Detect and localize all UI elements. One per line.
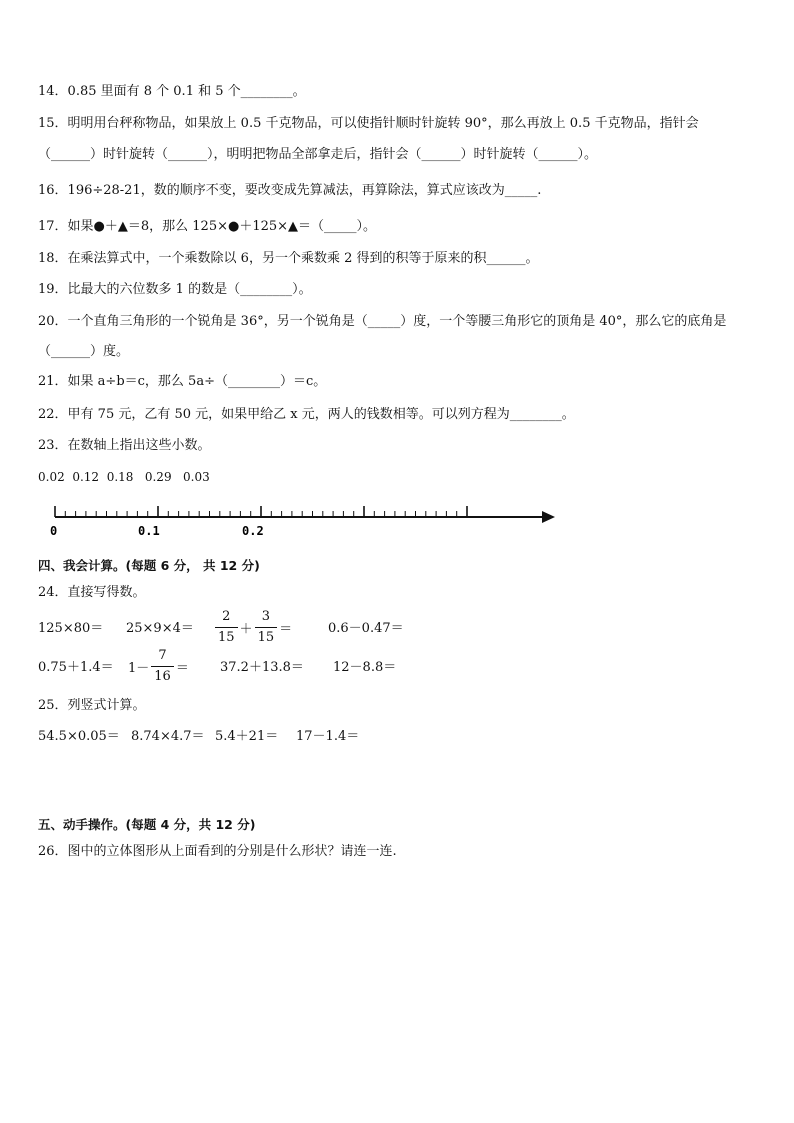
question-20-line2: （______）度。: [38, 344, 130, 359]
denominator: 15: [257, 630, 275, 645]
denominator: 15: [218, 630, 235, 645]
numerator: 2: [215, 607, 238, 628]
calc-125x80: 125×80＝: [38, 621, 104, 636]
question-23-numbers: 0.02 0.12 0.18 0.29 0.03: [38, 470, 210, 484]
question-25: 25．列竖式计算。: [38, 698, 146, 713]
calc-25x9x4: 25×9×4＝: [126, 621, 194, 636]
question-22: 22．甲有 75 元，乙有 50 元，如果甲给乙 x 元，两人的钱数相等。可以列方程为________。: [38, 407, 575, 422]
calc-fraction-sum: [213, 607, 292, 648]
question-15-line2: （______）时针旋转（______），明明把物品全部拿走后，指针会（______）时针旋转（______）。: [38, 147, 598, 162]
calc-1-minus-fraction: [128, 646, 189, 687]
fraction-3-15: [255, 607, 278, 648]
calc-8.74x4.7: 8.74×4.7＝: [131, 729, 205, 744]
question-18: 18．在乘法算式中，一个乘数除以 6，另一个乘数乘 2 得到的积等于原来的积______。: [38, 251, 539, 266]
question-19: 19．比最大的六位数多 1 的数是（________）。: [38, 282, 312, 297]
fraction-2-15: [215, 607, 238, 648]
numerator: 7: [151, 646, 174, 667]
equals-sign: ＝: [279, 622, 293, 637]
denominator: 16: [154, 669, 171, 684]
number-line-arrow: [542, 511, 555, 523]
calc-0.75+1.4: 0.75＋1.4＝: [38, 660, 114, 675]
calc-54.5x0.05: 54.5×0.05＝: [38, 729, 120, 744]
question-26: 26．图中的立体图形从上面看到的分别是什么形状？请连一连.: [38, 844, 397, 859]
question-16: 16．196÷28-21，数的顺序不变，要改变成先算减法，再算除法，算式应该改为_____.: [38, 183, 542, 198]
calc-12-8.8: 12－8.8＝: [333, 660, 397, 675]
fraction-7-16: [151, 646, 174, 687]
number-line-label-0: 0: [50, 524, 58, 538]
question-24: 24．直接写得数。: [38, 585, 146, 600]
calc-17-1.4: 17－1.4＝: [296, 729, 360, 744]
question-17: 17．如果●＋▲＝8，那么 125×●＋125×▲＝（_____）。: [38, 219, 377, 234]
calc-37.2+13.8: 37.2＋13.8＝: [220, 660, 304, 675]
calc-5.4+21: 5.4＋21＝: [215, 729, 279, 744]
numerator: 3: [255, 607, 278, 628]
question-23: 23．在数轴上指出这些小数。: [38, 438, 211, 453]
number-line: [40, 500, 600, 550]
question-21: 21．如果 a÷b＝c，那么 5a÷（________）＝c。: [38, 374, 327, 389]
question-15-line1: 15．明明用台秤称物品，如果放上 0.5 千克物品，可以使指针顺时针旋转 90°，那么再放上 0.5 千克物品，指针会: [38, 116, 699, 131]
number-line-ticks: [55, 506, 467, 517]
one-minus: 1－: [128, 661, 150, 676]
calc-0.6-0.47: 0.6－0.47＝: [328, 621, 404, 636]
equals-sign: ＝: [175, 661, 189, 676]
question-14: 14．0.85 里面有 8 个 0.1 和 5 个________。: [38, 84, 306, 99]
plus-sign: ＋: [239, 622, 253, 637]
question-20-line1: 20．一个直角三角形的一个锐角是 36°，另一个锐角是（_____）度，一个等腰三角形它的顶角是 40°，那么它的底角是: [38, 314, 727, 329]
number-line-label-0.1: 0.1: [138, 524, 160, 538]
section-5-title: 五、动手操作。(每题 4 分，共 12 分): [38, 817, 256, 832]
section-4-title: 四、我会计算。(每题 6 分， 共 12 分): [38, 558, 260, 573]
number-line-label-0.2: 0.2: [242, 524, 264, 538]
